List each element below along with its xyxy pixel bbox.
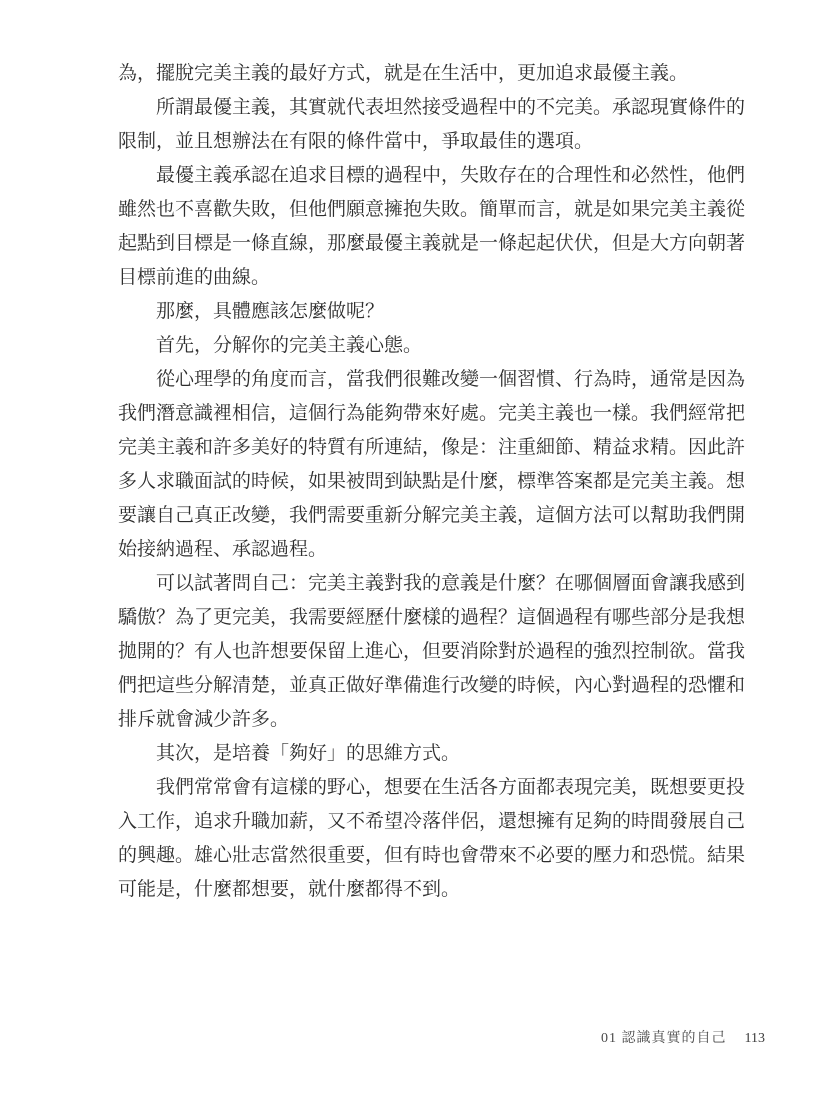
text-line: 限制，並且想辦法在有限的條件當中，爭取最佳的選項。 (118, 131, 594, 152)
text-line: 起點到目標是一條直線，那麼最優主義就是一條起起伏伏，但是大方向朝著 (118, 233, 746, 254)
text-line: 們把這些分解清楚，並真正做好準備進行改變的時候，內心對過程的恐懼和 (118, 675, 746, 696)
text-line: 那麼，具體應該怎麼做呢？ (156, 301, 385, 322)
text-line: 可以試著問自己：完美主義對我的意義是什麼？在哪個層面會讓我感到 (156, 573, 746, 594)
page-footer (601, 1028, 765, 1050)
text-line: 我們潛意識裡相信，這個行為能夠帶來好處。完美主義也一樣。我們經常把 (118, 403, 746, 424)
text-line: 其次，是培養「夠好」的思維方式。 (156, 743, 461, 764)
text-line: 要讓自己真正改變，我們需要重新分解完美主義，這個方法可以幫助我們開 (118, 505, 746, 526)
text-line: 首先，分解你的完美主義心態。 (156, 335, 423, 356)
text-line: 目標前進的曲線。 (118, 267, 271, 288)
chapter-label: 01 認識真實的自己 (601, 1031, 727, 1046)
text-line: 排斥就會減少許多。 (118, 709, 290, 730)
text-line: 始接納過程、承認過程。 (118, 539, 328, 560)
text-line: 入工作，追求升職加薪，又不希望冷落伴侶，還想擁有足夠的時間發展自己 (118, 811, 746, 832)
page-number: 113 (744, 1031, 765, 1046)
text-line: 的興趣。雄心壯志當然很重要，但有時也會帶來不必要的壓力和恐慌。結果 (118, 845, 746, 866)
text-line: 雖然也不喜歡失敗，但他們願意擁抱失敗。簡單而言，就是如果完美主義從 (118, 199, 746, 220)
text-line: 驕傲？為了更完美，我需要經歷什麼樣的過程？這個過程有哪些部分是我想 (118, 607, 746, 628)
text-line: 所謂最優主義，其實就代表坦然接受過程中的不完美。承認現實條件的 (156, 97, 746, 118)
text-line: 可能是，什麼都想要，就什麼都得不到。 (118, 879, 461, 900)
body-text (118, 57, 745, 907)
text-line: 拋開的？有人也許想要保留上進心，但要消除對於過程的強烈控制欲。當我 (118, 641, 746, 662)
text-line: 從心理學的角度而言，當我們很難改變一個習慣、行為時，通常是因為 (156, 369, 746, 390)
text-line: 我們常常會有這樣的野心，想要在生活各方面都表現完美，既想要更投 (156, 777, 746, 798)
text-line: 多人求職面試的時候，如果被問到缺點是什麼，標準答案都是完美主義。想 (118, 471, 746, 492)
text-line: 為，擺脫完美主義的最好方式，就是在生活中，更加追求最優主義。 (118, 63, 689, 84)
text-line: 完美主義和許多美好的特質有所連結，像是：注重細節、精益求精。因此許 (118, 437, 746, 458)
text-line: 最優主義承認在追求目標的過程中，失敗存在的合理性和必然性，他們 (156, 165, 746, 186)
